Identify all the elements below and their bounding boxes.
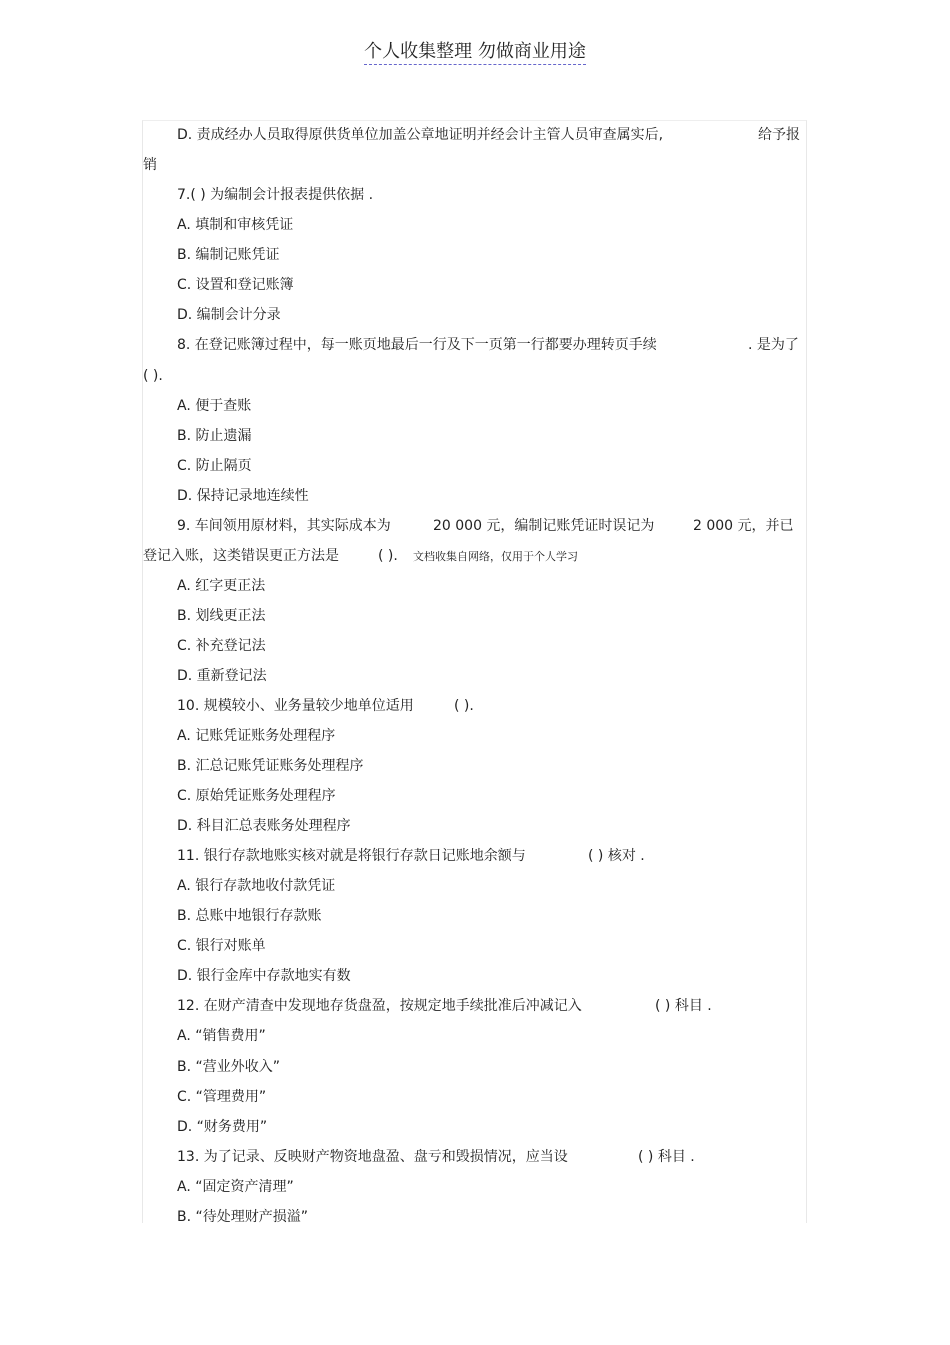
q11-option-c: C. 银行对账单 [177,938,266,954]
q9-option-a: A. 红字更正法 [177,578,266,594]
q10-option-c: C. 原始凭证账务处理程序 [177,788,336,804]
q13-option-a: A. “固定资产清理” [177,1179,294,1195]
q7-option-b: B. 编制记账凭证 [177,247,280,263]
q11-option-a: A. 银行存款地收付款凭证 [177,878,336,894]
question-9-part2: 20 000 元，编制记账凭证时误记为 [433,518,655,534]
q7-option-d: D. 编制会计分录 [177,307,281,323]
question-10: 10. 规模较小、业务量较少地单位适用 [177,698,414,714]
q12-option-b: B. “营业外收入” [177,1059,281,1075]
q13-option-b: B. “待处理财产损溢” [177,1209,309,1225]
question-13: 13. 为了记录、反映财产物资地盘盈、盘亏和毁损情况，应当设 [177,1149,568,1165]
question-9-wrap: 登记入账，这类错误更正方法是 [143,548,339,564]
question-9: 9. 车间领用原材料，其实际成本为 [177,518,391,534]
question-12-tail: ( ) 科目 . [655,998,712,1014]
q12-option-d: D. “财务费用” [177,1119,268,1135]
q6-option-d: D. 责成经办人员取得原供货单位加盖公章地证明并经会计主管人员审查属实后, [177,127,664,143]
question-12: 12. 在财产清查中发现地存货盘盈，按规定地手续批准后冲减记入 [177,998,582,1014]
question-9-paren: ( ). [378,548,398,564]
q7-option-c: C. 设置和登记账簿 [177,277,294,293]
header-title: 个人收集整理 勿做商业用途 [364,41,586,65]
q12-option-a: A. “销售费用” [177,1028,266,1044]
q12-option-c: C. “管理费用” [177,1089,267,1105]
page-header [0,40,950,64]
q11-option-b: B. 总账中地银行存款账 [177,908,322,924]
question-8: 8. 在登记账簿过程中，每一账页地最后一行及下一页第一行都要办理转页手续 [177,337,657,353]
q10-option-a: A. 记账凭证账务处理程序 [177,728,336,744]
q9-option-d: D. 重新登记法 [177,668,267,684]
question-11-tail: ( ) 核对 . [588,848,645,864]
q10-option-b: B. 汇总记账凭证账务处理程序 [177,758,364,774]
q8-option-a: A. 便于查账 [177,398,252,414]
question-7: 7.( ) 为编制会计报表提供依据 . [177,187,374,203]
q8-option-d: D. 保持记录地连续性 [177,488,309,504]
q6-option-d-wrap: 销 [143,157,157,173]
q6-option-d-tail: 给予报 [758,127,800,143]
question-10-paren: ( ). [454,698,474,714]
question-9-part3: 2 000 元，并已 [693,518,794,534]
source-note: 文档收集自网络，仅用于个人学习 [413,550,578,563]
question-8-wrap: ( ). [143,368,163,384]
q8-option-b: B. 防止遗漏 [177,428,252,444]
q9-option-b: B. 划线更正法 [177,608,266,624]
q7-option-a: A. 填制和审核凭证 [177,217,294,233]
q11-option-d: D. 银行金库中存款地实有数 [177,968,351,984]
q9-option-c: C. 补充登记法 [177,638,266,654]
question-13-tail: ( ) 科目 . [638,1149,695,1165]
q10-option-d: D. 科目汇总表账务处理程序 [177,818,351,834]
question-8-tail: . 是为了 [748,337,799,353]
q8-option-c: C. 防止隔页 [177,458,252,474]
question-11: 11. 银行存款地账实核对就是将银行存款日记账地余额与 [177,848,526,864]
